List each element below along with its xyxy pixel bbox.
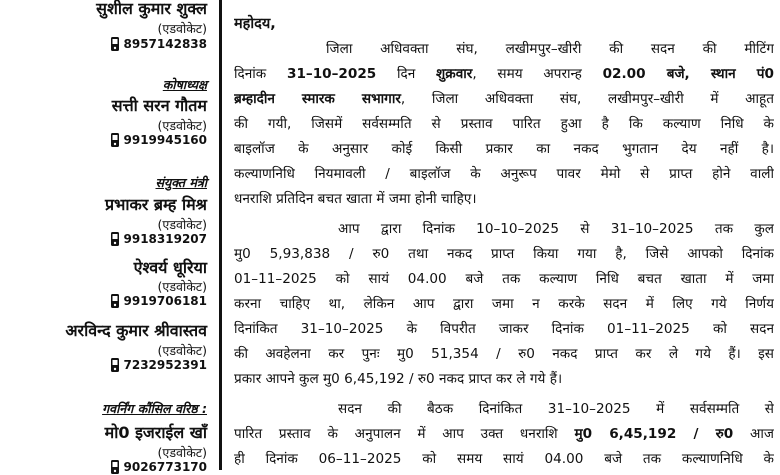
section-heading: संयुक्त मंत्री bbox=[155, 175, 207, 190]
phone-icon bbox=[109, 132, 121, 148]
member-title: (एडवोकेट) bbox=[157, 118, 207, 133]
member-phone bbox=[109, 36, 208, 52]
member-name: सुशील कुमार शुक्ल bbox=[96, 0, 207, 18]
phone-icon bbox=[109, 231, 121, 247]
letter-line: की गयी, जिसमें सर्वसम्मति से प्रस्ताव पारित हुआ है कि कल्याण निधि के bbox=[234, 116, 774, 132]
letter-line: प्रकार आपने कुल मु0 6,45,192 / रु0 नकद प्राप्त कर ले गये हैं। bbox=[234, 371, 563, 387]
vertical-divider bbox=[219, 0, 222, 470]
phone-number: 9918319207 bbox=[123, 232, 207, 246]
phone-number: 9919945160 bbox=[123, 133, 207, 147]
section-heading: गवर्निंग कौंसिल वरिष्ठ : bbox=[102, 401, 207, 416]
member-title: (एडवोकेट) bbox=[157, 21, 207, 36]
member-title: (एडवोकेट) bbox=[157, 217, 207, 232]
member-name: मो0 इजराईल खाँ bbox=[104, 423, 207, 442]
member-name: अरविन्द कुमार श्रीवास्तव bbox=[65, 321, 207, 340]
letter-body bbox=[234, 0, 774, 470]
letter-line: 01–11–2025 को सायं 04.00 बजे तक कल्याण निधि बचत खाता में जमा bbox=[234, 271, 774, 287]
letter-line: सदन की बैठक दिनांकित 31–10–2025 में सर्वसम्मति से bbox=[338, 401, 774, 417]
member-phone bbox=[109, 132, 208, 148]
letter-line: दिनांक 31–10–2025 दिन शुक्रवार, समय अपरान्ह 02.00 बजे, स्थान पं0 bbox=[234, 66, 774, 82]
letter-line: ब्रम्हादीन स्मारक सभागार, जिला अधिवक्ता संघ, लखीमपुर–खीरी में आहूत bbox=[234, 91, 774, 107]
section-heading: कोषाध्यक्ष bbox=[162, 77, 207, 92]
letter-line: पारित प्रस्ताव के अनुपालन में आप उक्त धनराशि मु0 6,45,192 / रु0 आज bbox=[234, 426, 774, 442]
member-title: (एडवोकेट) bbox=[157, 279, 207, 294]
letter-line: बाइलॉज के अनुसार कोई किसी प्रकार का नकद भुगतान देय नहीं है। bbox=[234, 141, 774, 157]
phone-number: 9026773170 bbox=[123, 460, 207, 474]
phone-icon bbox=[109, 357, 121, 373]
phone-number: 9919706181 bbox=[123, 294, 207, 308]
salutation: महोदय, bbox=[234, 16, 276, 32]
member-name: सत्ती सरन गौतम bbox=[111, 96, 207, 115]
member-phone bbox=[109, 231, 208, 247]
phone-icon bbox=[109, 293, 121, 309]
letter-line: ही दिनांक 06–11–2025 को समय सायं 04.00 बजे तक कल्याणनिधि के bbox=[234, 451, 774, 467]
member-name: प्रभाकर ब्रम्ह मिश्र bbox=[105, 195, 207, 214]
member-phone bbox=[109, 357, 208, 373]
letter-line: मु0 5,93,838 / रु0 तथा नकद प्राप्त किया गया है, जिसे आपको दिनांक bbox=[234, 246, 774, 262]
letter-line: कल्याणनिधि नियमावली / बाइलॉज के अनुरूप पावर मेमो से प्राप्त होने वाली bbox=[234, 166, 774, 182]
member-name: ऐश्वर्य धूरिया bbox=[133, 258, 207, 277]
letter-line: धनराशि प्रतिदिन बचत खाता में जमा होनी चाहिए। bbox=[234, 191, 477, 207]
phone-icon bbox=[109, 36, 121, 52]
member-title: (एडवोकेट) bbox=[157, 343, 207, 358]
member-phone bbox=[109, 459, 208, 475]
letter-line: की अवहेलना कर पुनः मु0 51,354 / रु0 नकद प्राप्त कर ले गये हैं। इस bbox=[234, 346, 774, 362]
office-bearers-sidebar bbox=[0, 0, 215, 474]
phone-number: 8957142838 bbox=[123, 37, 207, 51]
phone-icon bbox=[109, 459, 121, 475]
letter-line: करना चाहिए था, लेकिन आप द्वारा जमा न करके सदन में लिए गये निर्णय bbox=[234, 296, 774, 312]
member-phone bbox=[109, 293, 208, 309]
letter-line: दिनांकित 31–10–2025 के विपरीत जाकर दिनांक 01–11–2025 को सदन bbox=[234, 321, 774, 337]
letter-line: आप द्वारा दिनांक 10–10–2025 से 31–10–2025 तक कुल bbox=[338, 221, 774, 237]
phone-number: 7232952391 bbox=[123, 358, 207, 372]
letter-line: जिला अधिवक्ता संघ, लखीमपुर–खीरी की सदन की मीटिंग bbox=[326, 41, 774, 57]
member-title: (एडवोकेट) bbox=[157, 445, 207, 460]
